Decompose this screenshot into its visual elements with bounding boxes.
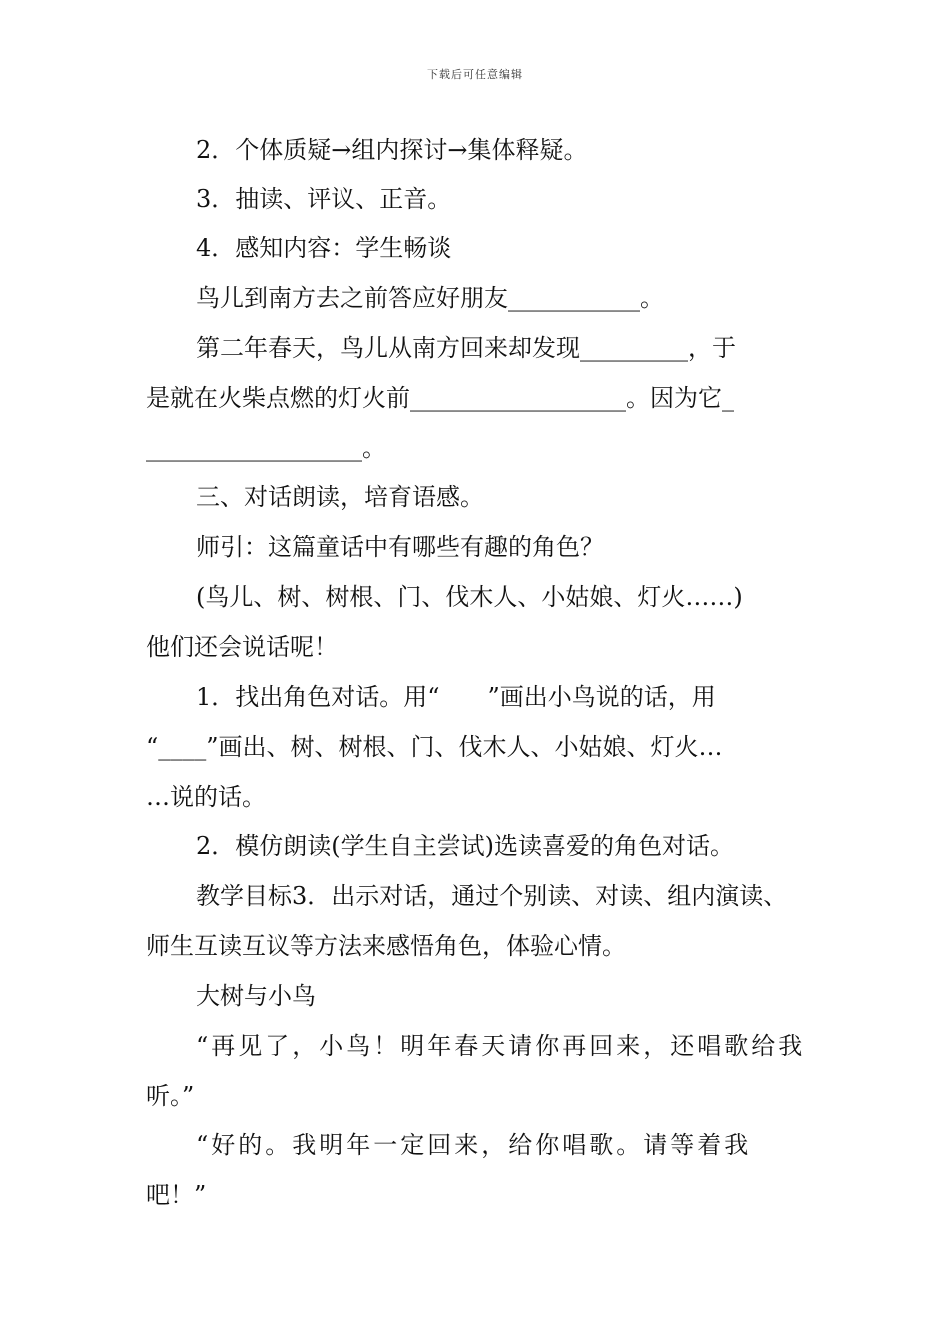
text-line: “好的。我明年一定回来，给你唱歌。请等着我 bbox=[196, 1131, 752, 1159]
text-line: …说的话。 bbox=[146, 783, 266, 811]
text-line: “再见了，小鸟！明年春天请你再回来，还唱歌给我 bbox=[196, 1032, 806, 1060]
text-line: (鸟儿、树、树根、门、伐木人、小姑娘、灯火……) bbox=[196, 583, 743, 611]
text-line: 三、对话朗读，培育语感。 bbox=[196, 483, 484, 511]
text-line: 师引：这篇童话中有哪些有趣的角色？ bbox=[196, 533, 604, 561]
text-line: 听。” bbox=[146, 1082, 195, 1110]
text-line: 4．感知内容：学生畅谈 bbox=[196, 234, 452, 262]
text-line: 吧！” bbox=[146, 1181, 207, 1209]
text-line: 是就在火柴点燃的灯火前__________________。因为它_ bbox=[146, 384, 734, 412]
text-line: 鸟儿到南方去之前答应好朋友___________。 bbox=[196, 284, 664, 312]
text-line: 第二年春天，鸟儿从南方回来却发现_________，于 bbox=[196, 334, 736, 362]
page-header: 下载后可任意编辑 bbox=[427, 68, 523, 81]
text-line: 1．找出角色对话。用“ ”画出小鸟说的话，用 bbox=[196, 683, 716, 711]
text-line: 2．个体质疑→组内探讨→集体释疑。 bbox=[196, 136, 588, 164]
text-line: 师生互读互议等方法来感悟角色，体验心情。 bbox=[146, 932, 626, 960]
text-line: 2．模仿朗读(学生自主尝试)选读喜爱的角色对话。 bbox=[196, 832, 734, 860]
text-line: 教学目标3．出示对话，通过个别读、对读、组内演读、 bbox=[196, 882, 788, 910]
text-line: 大树与小鸟 bbox=[196, 982, 316, 1010]
text-line: 3．抽读、评议、正音。 bbox=[196, 185, 452, 213]
text-line: __________________。 bbox=[146, 434, 386, 462]
text-line: “____”画出、树、树根、门、伐木人、小姑娘、灯火… bbox=[146, 733, 723, 761]
text-line: 他们还会说话呢！ bbox=[146, 633, 338, 661]
